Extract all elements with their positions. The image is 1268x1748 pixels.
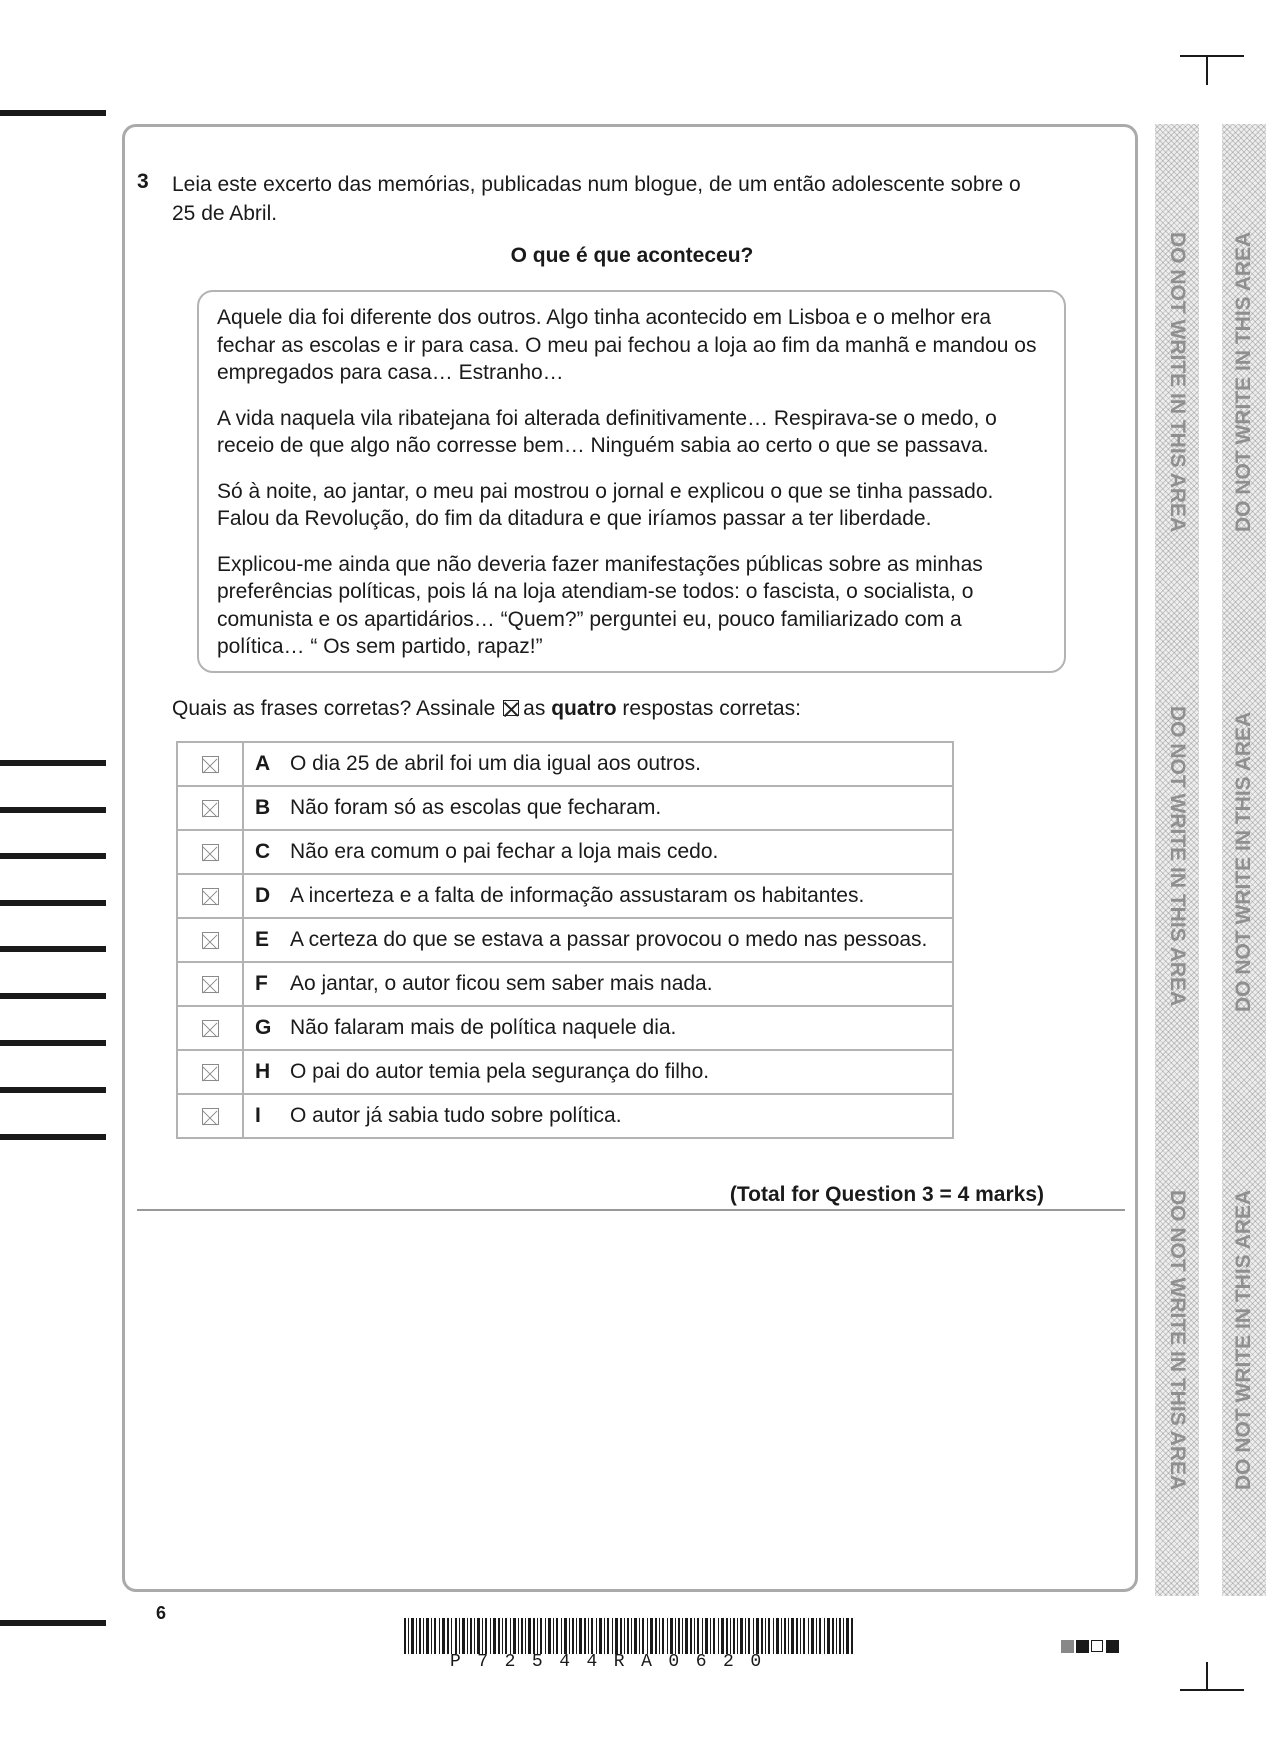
instruction-text: Quais as frases corretas? Assinale xyxy=(172,697,496,720)
page-indicator-square xyxy=(1061,1640,1074,1653)
option-text: O pai do autor temia pela segurança do filho. xyxy=(290,1060,710,1083)
option-letter: D xyxy=(255,884,271,907)
barcode xyxy=(404,1618,854,1654)
registration-mark xyxy=(0,853,106,859)
margin-warning: DO NOT WRITE IN THIS AREA xyxy=(1232,711,1255,1012)
registration-mark xyxy=(0,1134,106,1140)
registration-mark xyxy=(0,1620,106,1626)
divider xyxy=(137,1209,1125,1211)
passage-paragraph: Só à noite, ao jantar, o meu pai mostrou o jornal e explicou o que se tinha passado. Falou da Revolução, do fim da ditadura e que iríamos passar a ter liberdade. xyxy=(217,479,994,530)
option-text: A certeza do que se estava a passar provocou o medo nas pessoas. xyxy=(290,928,928,951)
option-letter: H xyxy=(255,1060,271,1083)
margin-warning: DO NOT WRITE IN THIS AREA xyxy=(1232,1189,1255,1490)
passage-paragraph: Aquele dia foi diferente dos outros. Algo tinha acontecido em Lisboa e o melhor era fechar as escolas e ir para casa. O meu pai fechou a loja ao fim da manhã e mandou os empregados para casa… Estranho… xyxy=(217,306,1037,384)
option-text: O autor já sabia tudo sobre política. xyxy=(290,1104,622,1127)
option-a-cell[interactable] xyxy=(177,742,243,786)
option-d-cell[interactable] xyxy=(177,874,243,918)
option-letter: G xyxy=(255,1016,272,1039)
instruction-text: as xyxy=(523,697,546,720)
option-letter: I xyxy=(255,1104,261,1127)
option-b-cell[interactable] xyxy=(177,786,243,830)
crop-mark-top-h xyxy=(1180,55,1244,57)
checkbox-icon[interactable] xyxy=(202,1108,219,1125)
option-c-cell[interactable] xyxy=(177,830,243,874)
passage-paragraph: A vida naquela vila ribatejana foi alterada definitivamente… Respirava-se o medo, o receio de que algo não corresse bem… Ninguém sabia ao certo o que se passava. xyxy=(217,406,997,457)
option-letter: A xyxy=(255,752,271,775)
question-number: 3 xyxy=(137,170,149,193)
checkbox-icon[interactable] xyxy=(202,756,219,773)
instruction-emphasis: quatro xyxy=(551,697,617,720)
option-text: Não falaram mais de política naquele dia. xyxy=(290,1016,677,1039)
checkbox-icon[interactable] xyxy=(202,1020,219,1037)
page-indicator-square xyxy=(1106,1640,1119,1653)
registration-mark xyxy=(0,760,106,766)
checkbox-icon[interactable] xyxy=(202,1064,219,1081)
option-letter: E xyxy=(255,928,270,951)
option-text: O dia 25 de abril foi um dia igual aos outros. xyxy=(290,752,701,775)
option-f-cell[interactable] xyxy=(177,962,243,1006)
registration-mark xyxy=(0,807,106,813)
crop-mark-top-v xyxy=(1206,55,1208,85)
option-row-i xyxy=(177,1094,953,1138)
margin-warning: DO NOT WRITE IN THIS AREA xyxy=(1232,231,1255,532)
question-intro: Leia este excerto das memórias, publicadas num blogue, de um então adolescente sobre o 25 de Abril. xyxy=(172,173,1021,225)
option-row-d xyxy=(177,874,953,918)
option-row-e xyxy=(177,918,953,962)
registration-mark xyxy=(0,1087,106,1093)
page-indicator-square xyxy=(1091,1640,1103,1652)
margin-warning: DO NOT WRITE IN THIS AREA xyxy=(1166,706,1189,1007)
checkbox-icon[interactable] xyxy=(202,844,219,861)
margin-warning: DO NOT WRITE IN THIS AREA xyxy=(1166,1190,1189,1491)
option-letter: B xyxy=(255,796,271,819)
passage-paragraph: Explicou-me ainda que não deveria fazer manifestações públicas sobre as minhas preferências políticas, pois lá na loja atendiam-se todos: o fascista, o socialista, o comunista e os apartidários… “Quem?” perguntei eu, pouco familiarizado com a política… “ Os sem partido, rapaz!” xyxy=(217,552,983,658)
option-h-cell[interactable] xyxy=(177,1050,243,1094)
checkbox-icon[interactable] xyxy=(202,888,219,905)
option-row-a xyxy=(177,742,953,786)
option-letter: F xyxy=(255,972,268,995)
option-row-c xyxy=(177,830,953,874)
option-row-b xyxy=(177,786,953,830)
option-text: A incerteza e a falta de informação assustaram os habitantes. xyxy=(290,884,865,907)
crossed-box-icon xyxy=(503,700,519,716)
registration-mark xyxy=(0,946,106,952)
option-text: Não era comum o pai fechar a loja mais cedo. xyxy=(290,840,719,863)
option-text: Não foram só as escolas que fecharam. xyxy=(290,796,662,819)
registration-mark xyxy=(0,110,106,116)
page-indicator-square xyxy=(1076,1640,1089,1653)
option-g-cell[interactable] xyxy=(177,1006,243,1050)
checkbox-icon[interactable] xyxy=(202,976,219,993)
registration-mark xyxy=(0,900,106,906)
option-e-cell[interactable] xyxy=(177,918,243,962)
barcode-text: P72544RA0620 xyxy=(450,1652,778,1672)
question-total: (Total for Question 3 = 4 marks) xyxy=(729,1183,1044,1206)
option-text: Ao jantar, o autor ficou sem saber mais nada. xyxy=(290,972,713,995)
passage-box xyxy=(197,290,1066,673)
options-table xyxy=(176,741,954,1139)
checkbox-icon[interactable] xyxy=(202,932,219,949)
checkbox-icon[interactable] xyxy=(202,800,219,817)
option-row-h xyxy=(177,1050,953,1094)
registration-mark xyxy=(0,993,106,999)
crop-mark-bottom-h xyxy=(1180,1689,1244,1691)
option-i-cell[interactable] xyxy=(177,1094,243,1138)
instruction-text: respostas corretas: xyxy=(622,697,801,720)
instruction xyxy=(172,697,801,721)
registration-mark xyxy=(0,1040,106,1046)
option-letter: C xyxy=(255,840,271,863)
page-number: 6 xyxy=(156,1603,167,1623)
option-row-f xyxy=(177,962,953,1006)
passage-title: O que é que aconteceu? xyxy=(510,244,754,267)
option-row-g xyxy=(177,1006,953,1050)
crop-mark-bottom-v xyxy=(1206,1662,1208,1690)
margin-warning: DO NOT WRITE IN THIS AREA xyxy=(1166,232,1189,533)
